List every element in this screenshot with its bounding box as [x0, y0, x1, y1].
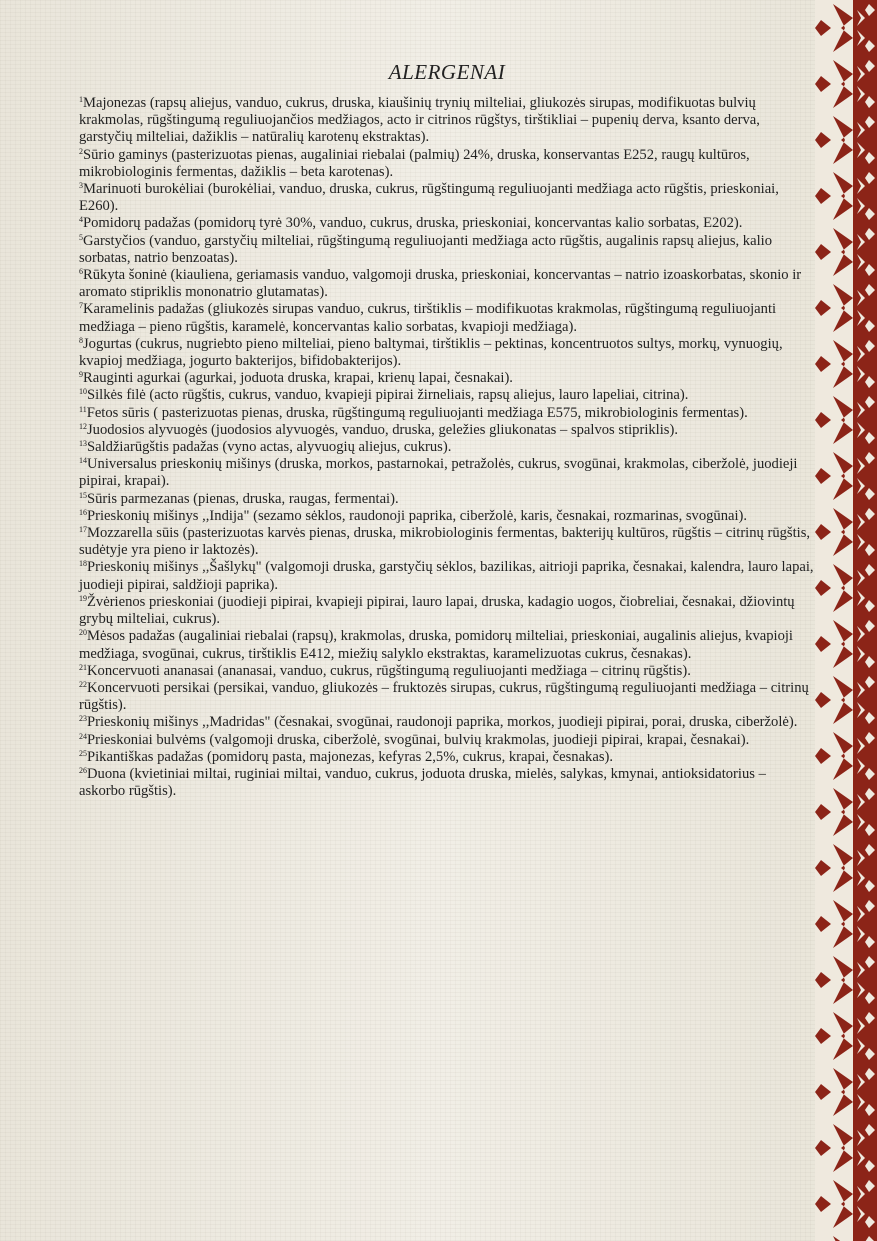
item-text: Fetos sūris ( pasterizuotas pienas, druska, rūgštingumą reguliuojanti medžiaga E575, mikrobiologinis fermentas). [86, 404, 748, 421]
allergen-item [79, 714, 815, 731]
item-number: 3 [79, 181, 83, 191]
item-number: 13 [79, 439, 87, 449]
item-number: 18 [79, 559, 87, 569]
allergen-item [79, 387, 815, 404]
item-text: Žvėrienos prieskoniai (juodieji pipirai, kvapieji pipirai, lauro lapai, druska, kadagio uogos, čiobreliai, česnakai, džiovintų grybų milteliai, cukrus). [79, 593, 795, 628]
document-title: ALERGENAI [388, 60, 506, 84]
item-text: Jogurtas (cukrus, nugriebto pieno milteliai, pieno baltymai, tirštiklis – pektinas, koncentruotos sultys, morkų, vynuogių, kvapioj medžiaga, jogurto bakterijos, bifidobakterijos). [79, 335, 783, 370]
allergen-item [79, 301, 815, 335]
allergen-item [79, 267, 815, 301]
allergen-item [79, 680, 815, 714]
item-number: 25 [79, 748, 87, 758]
item-text: Silkės filė (acto rūgštis, cukrus, vanduo, kvapieji pipirai žirneliais, rapsų aliejus, lauro lapeliai, citrina). [87, 387, 689, 404]
item-text: Prieskonių mišinys ,,Madridas" (česnakai, svogūnai, raudonoji paprika, morkos, juodieji pipirai, porai, druska, ciberžolė). [87, 714, 798, 731]
item-number: 10 [79, 387, 87, 397]
item-number: 12 [79, 421, 87, 431]
item-text: Prieskoniai bulvėms (valgomoji druska, ciberžolė, svogūnai, bulvių krakmolas, juodieji pipirai, krapai, česnakai). [87, 731, 750, 748]
item-text: Garstyčios (vanduo, garstyčių milteliai, rūgštingumą reguliuojanti medžiaga acto rūgštis, augalinis rapsų aliejus, kalio sorbatas, natrio benzoatas). [79, 232, 772, 266]
item-number: 7 [79, 301, 83, 311]
allergen-item [79, 422, 815, 439]
allergen-item [79, 456, 815, 490]
item-number: 11 [79, 404, 87, 414]
item-number: 21 [79, 662, 87, 672]
item-number: 23 [79, 714, 87, 724]
allergen-item [79, 215, 815, 232]
allergen-item [79, 336, 815, 370]
item-text: Marinuoti burokėliai (burokėliai, vanduo, druska, cukrus, rūgštingumą reguliuojanti medžiaga acto rūgštis, prieskoniai, E260). [79, 181, 779, 215]
item-number: 2 [79, 146, 83, 156]
item-number: 6 [79, 267, 83, 277]
item-text: Duona (kvietiniai miltai, ruginiai miltai, vanduo, cukrus, joduota druska, mielės, salykas, kmynai, antioksidatorius – askorbo rūgštis). [79, 765, 766, 800]
item-number: 14 [79, 456, 87, 466]
allergen-item [79, 439, 815, 456]
item-text: Prieskonių mišinys ,,Šašlykų" (valgomoji druska, garstyčių sėklos, bazilikas, aitrioji paprika, česnakai, kalendra, lauro lapai, juodieji pipirai, saldžioji paprika). [79, 559, 814, 593]
item-number: 9 [79, 370, 83, 380]
item-number: 8 [79, 335, 83, 345]
allergen-item [79, 233, 815, 267]
allergen-item [79, 181, 815, 215]
item-text: Pomidorų padažas (pomidorų tyrė 30%, vanduo, cukrus, druska, prieskoniai, koncervantas kalio sorbatas, E202). [83, 215, 743, 232]
item-number: 22 [79, 679, 87, 689]
allergen-item [79, 594, 815, 628]
item-number: 26 [79, 765, 87, 775]
item-text: Koncervuoti ananasai (ananasai, vanduo, cukrus, rūgštingumą reguliuojanti medžiaga – citrinų rūgštis). [87, 662, 691, 679]
allergen-item [79, 405, 815, 422]
allergen-item [79, 508, 815, 525]
item-number: 1 [79, 95, 83, 104]
item-text: Mėsos padažas (augaliniai riebalai (rapsų), krakmolas, druska, pomidorų milteliai, prieskoniai, augalinis aliejus, kvapioji medžiaga, svogūnai, cukrus, tirštiklis E412, miežių salyklo ekstraktas, karamelizuotas cukrus, česnakas). [79, 628, 793, 662]
allergen-item [79, 766, 815, 800]
item-number: 24 [79, 731, 87, 741]
item-number: 4 [79, 215, 83, 225]
item-text: Karamelinis padažas (gliukozės sirupas vanduo, cukrus, tirštiklis – modifikuotas krakmolas, rūgštingumą reguliuojanti medžiaga – pieno rūgštis, karamelė, koncervantas kalio sorbatas, kvapioji medžiaga). [79, 301, 777, 335]
allergen-item [79, 525, 815, 559]
item-text: Majonezas (rapsų aliejus, vanduo, cukrus, druska, kiaušinių trynių milteliai, gliukozės sirupas, modifikuotas bulvių krakmolas, rūgštingumą reguliuojančios medžiagos, acto ir citrinos rūgštys, tirštikliai – pupenių derva, ksanto derva, garstyčių milteliai, dažiklis – natūralių karotenų ekstraktas). [79, 95, 760, 146]
item-number: 16 [79, 507, 87, 517]
allergen-list [79, 95, 815, 800]
allergen-item [79, 370, 815, 387]
item-text: Rauginti agurkai (agurkai, joduota druska, krapai, krienų lapai, česnakai). [83, 370, 513, 387]
allergen-item [79, 663, 815, 680]
item-text: Universalus prieskonių mišinys (druska, morkos, pastarnokai, petražolės, cukrus, svogūnai, krakmolas, ciberžolė, juodieji pipirai, krapai). [79, 456, 798, 490]
allergen-document [79, 60, 815, 800]
item-text: Sūris parmezanas (pienas, druska, raugas, fermentai). [87, 490, 399, 507]
allergen-item [79, 147, 815, 181]
item-text: Koncervuoti persikai (persikai, vanduo, gliukozės – fruktozės sirupas, cukrus, rūgštingumą reguliuojanti medžiaga – citrinų rūgštis). [79, 679, 809, 714]
item-text: Mozzarella sūis (pasterizuotas karvės pienas, druska, mikrobiologinis fermentas, bakterijų kultūros, rūgštis – citrinų rūgštis, sudėtyje yra pieno ir laktozės). [79, 525, 811, 559]
allergen-item [79, 749, 815, 766]
item-number: 15 [79, 490, 87, 500]
item-text: Pikantiškas padažas (pomidorų pasta, majonezas, kefyras 2,5%, cukrus, krapai, česnakas). [87, 748, 614, 765]
allergen-item [79, 559, 815, 593]
allergen-item [79, 95, 815, 147]
item-number: 5 [79, 232, 83, 242]
allergen-item [79, 732, 815, 749]
item-text: Rūkyta šoninė (kiauliena, geriamasis vanduo, valgomoji druska, prieskoniai, koncervantas – natrio izoaskorbatas, skonio ir aromato stipriklis mononatrio glutamatas). [79, 267, 802, 301]
allergen-item [79, 628, 815, 662]
allergen-item [79, 491, 815, 508]
item-number: 17 [79, 525, 87, 535]
item-number: 19 [79, 593, 87, 603]
item-text: Sūrio gaminys (pasterizuotas pienas, augaliniai riebalai (palmių) 24%, druska, konservantas E252, raugų kultūros, mikrobiologinis fermentas, dažiklis – beta karotenas). [79, 146, 750, 180]
item-text: Prieskonių mišinys ,,Indija" (sezamo sėklos, raudonoji paprika, ciberžolė, karis, česnakai, rozmarinas, svogūnai). [87, 507, 748, 524]
decorative-embroidery-border [815, 0, 877, 1241]
item-text: Saldžiarūgštis padažas (vyno actas, alyvuogių aliejus, cukrus). [87, 439, 452, 456]
item-number: 20 [79, 628, 87, 638]
item-text: Juodosios alyvuogės (juodosios alyvuogės, vanduo, druska, geležies gliukonatas – spalvos stipriklis). [87, 421, 678, 438]
